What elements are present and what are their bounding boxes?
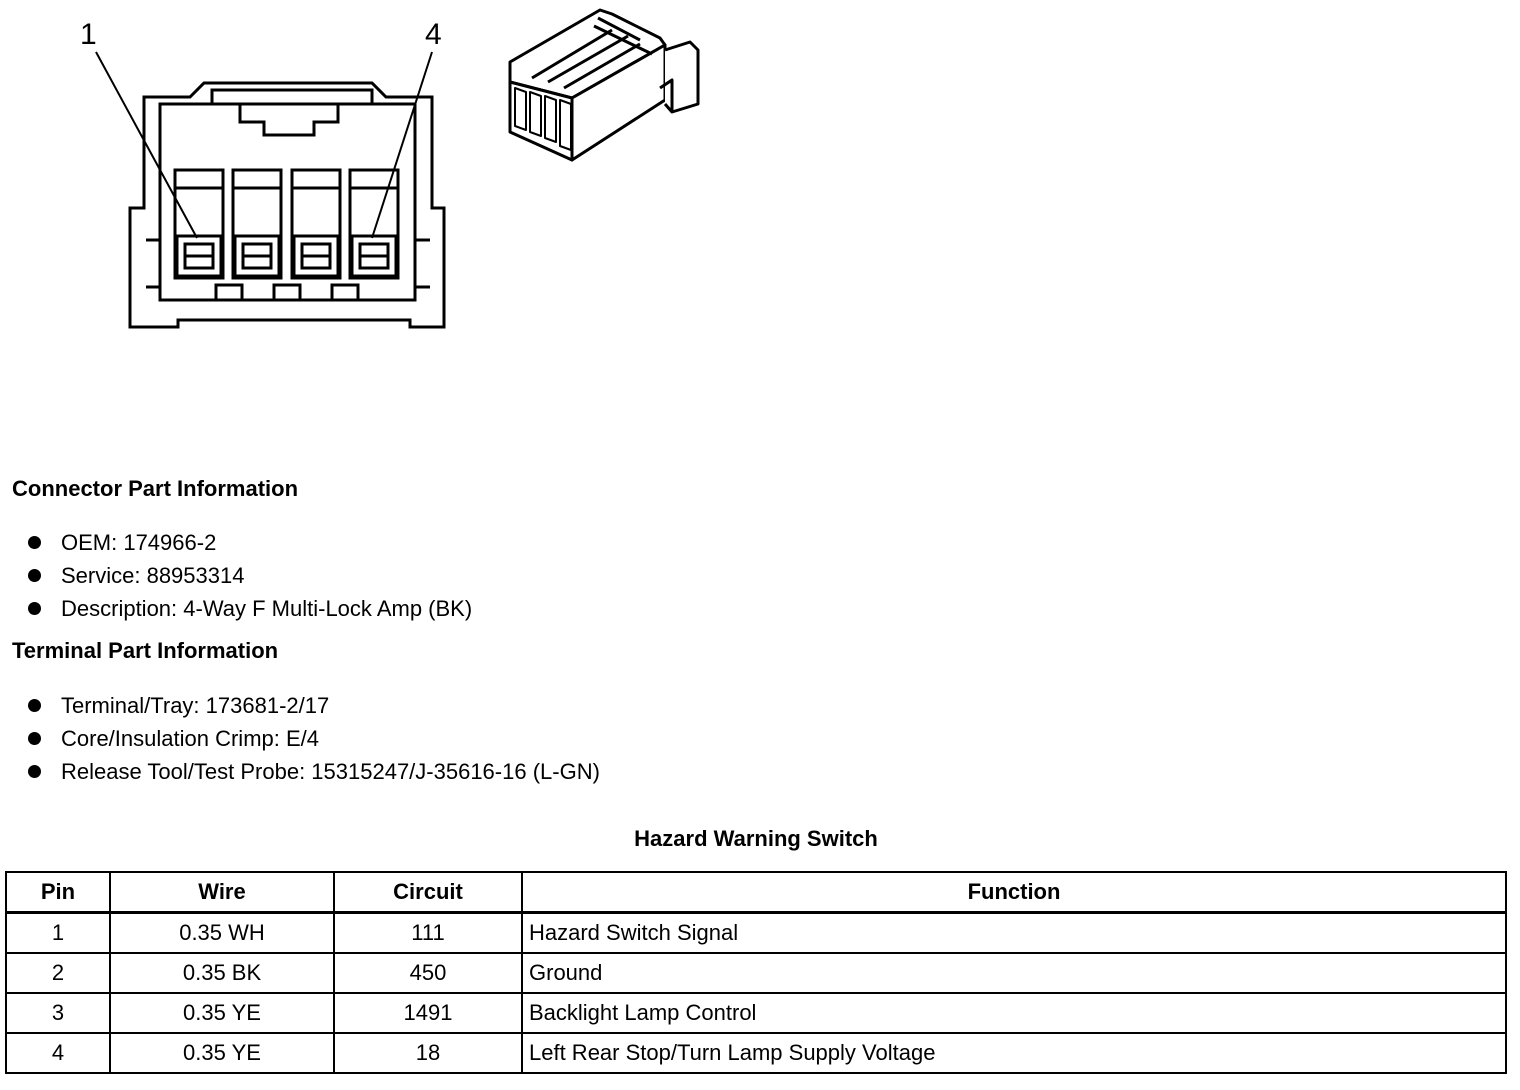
cell-pin: 4 <box>6 1033 110 1073</box>
cell-function: Backlight Lamp Control <box>522 993 1506 1033</box>
cell-wire: 0.35 YE <box>110 993 334 1033</box>
pin-4-label: 4 <box>425 18 442 51</box>
cavity-1 <box>175 170 223 278</box>
cavity-3 <box>292 170 340 278</box>
bullet-icon <box>28 765 41 778</box>
cell-pin: 2 <box>6 953 110 993</box>
cavity-2 <box>233 170 281 278</box>
cell-wire: 0.35 YE <box>110 1033 334 1073</box>
cell-pin: 1 <box>6 913 110 954</box>
bullet-icon <box>28 569 41 582</box>
header-circuit: Circuit <box>334 872 522 913</box>
pin-1-label: 1 <box>80 18 97 51</box>
header-function: Function <box>522 872 1506 913</box>
connector-info-list <box>28 526 472 625</box>
cell-circuit: 450 <box>334 953 522 993</box>
list-item: OEM: 174966-2 <box>28 526 472 559</box>
bullet-icon <box>28 602 41 615</box>
bullet-icon <box>28 536 41 549</box>
cell-wire: 0.35 BK <box>110 953 334 993</box>
cell-circuit: 111 <box>334 913 522 954</box>
cell-pin: 3 <box>6 993 110 1033</box>
cavity-4 <box>350 170 398 278</box>
table-row <box>6 953 1506 993</box>
table-row <box>6 913 1506 954</box>
bullet-icon <box>28 699 41 712</box>
table-title: Hazard Warning Switch <box>634 826 878 851</box>
cell-function: Hazard Switch Signal <box>522 913 1506 954</box>
cell-function: Left Rear Stop/Turn Lamp Supply Voltage <box>522 1033 1506 1073</box>
header-wire: Wire <box>110 872 334 913</box>
terminal-info-heading: Terminal Part Information <box>12 638 279 663</box>
cell-function: Ground <box>522 953 1506 993</box>
pin-4-leader-line <box>372 52 432 238</box>
connector-info-heading: Connector Part Information <box>12 476 299 501</box>
pin-1-leader-line <box>96 52 197 238</box>
list-item: Description: 4-Way F Multi-Lock Amp (BK) <box>28 592 472 625</box>
list-item: Core/Insulation Crimp: E/4 <box>28 722 600 755</box>
list-item: Release Tool/Test Probe: 15315247/J-35616-16 (L-GN) <box>28 755 600 788</box>
cell-circuit: 18 <box>334 1033 522 1073</box>
cell-wire: 0.35 WH <box>110 913 334 954</box>
list-item: Service: 88953314 <box>28 559 472 592</box>
bullet-icon <box>28 732 41 745</box>
table-row <box>6 1033 1506 1073</box>
table-header-row <box>6 872 1506 913</box>
table-row <box>6 993 1506 1033</box>
cell-circuit: 1491 <box>334 993 522 1033</box>
connector-diagram <box>0 0 720 340</box>
pinout-table <box>5 871 1507 1074</box>
connector-3d-view <box>510 10 698 160</box>
header-pin: Pin <box>6 872 110 913</box>
list-item: Terminal/Tray: 173681-2/17 <box>28 689 600 722</box>
terminal-info-list <box>28 689 600 788</box>
